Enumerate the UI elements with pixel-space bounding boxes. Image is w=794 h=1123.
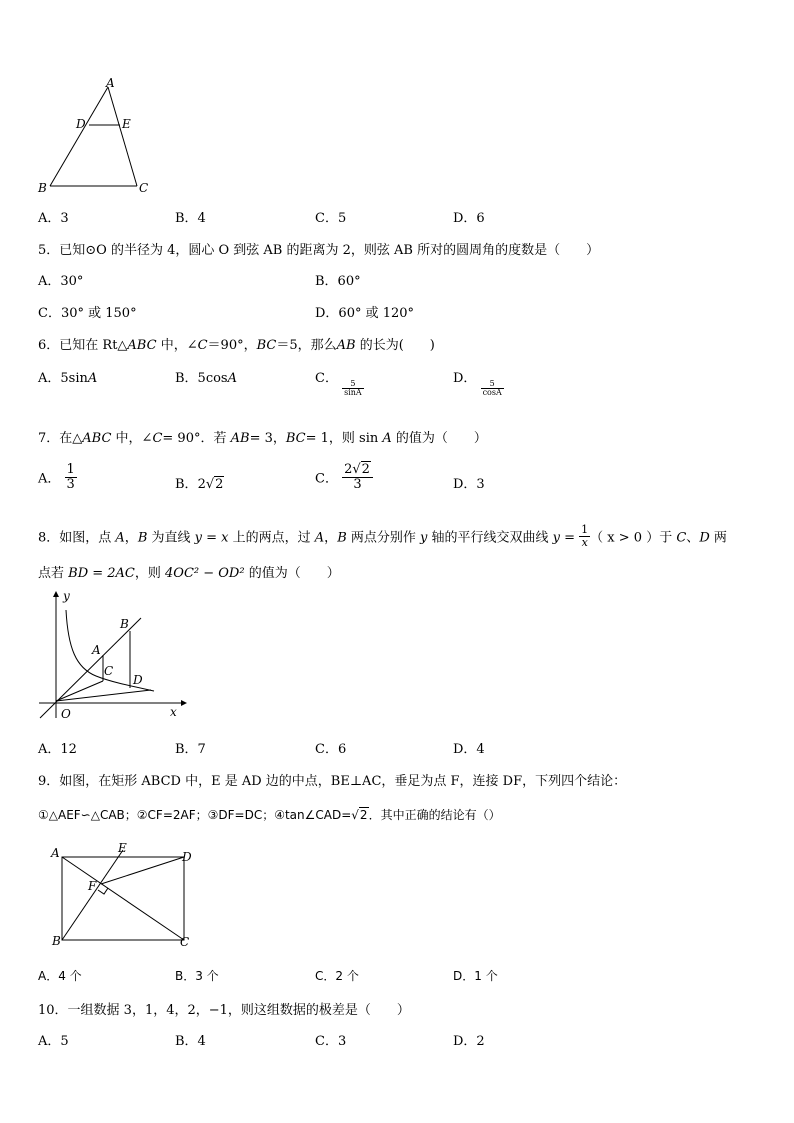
- q7-text: 7．在△ABC 中，∠C= 90°．若 AB= 3，BC= 1，则 sin A 的值为（ ）: [38, 431, 487, 446]
- q6-text: 6．已知在 Rt△ABC 中，∠C＝90°，BC＝5，那么AB 的长为( ): [38, 338, 435, 353]
- q9-option-b: B．3 个: [175, 969, 219, 983]
- label-B: B: [120, 617, 129, 631]
- q10-option-a: A．5: [38, 1034, 69, 1049]
- label-A: A: [92, 643, 101, 657]
- q5-option-b: B．60°: [315, 274, 361, 289]
- q8-line2: 点若 BD = 2AC，则 4OC² − OD² 的值为（ ）: [38, 566, 340, 581]
- label-C: C: [180, 935, 190, 949]
- q7-option-c: C． $\frac{2√2}{3}$: [315, 463, 373, 491]
- q9-option-a: A．4 个: [38, 969, 82, 983]
- label-B: B: [38, 181, 47, 195]
- q10-option-c: C．3: [315, 1034, 347, 1049]
- q10-text: 10．一组数据 3，1，4，2，−1，则这组数据的极差是（ ）: [38, 1003, 410, 1018]
- label-A: A: [51, 846, 60, 860]
- label-F: F: [88, 879, 97, 893]
- q9-line2: ①△AEF∽△CAB；②CF=2AF；③DF=DC；④tan∠CAD=√2．其中正确的结论有（）: [38, 808, 501, 822]
- label-E: E: [122, 117, 131, 131]
- q5-option-c: C．30° 或 150°: [38, 306, 137, 321]
- label-A: A: [106, 76, 115, 90]
- q4-option-a: A．3: [38, 211, 69, 226]
- q5-option-d: D．60° 或 120°: [315, 306, 415, 321]
- q8-option-b: B．7: [175, 742, 206, 757]
- q7-option-d: D．3: [453, 477, 485, 492]
- label-x: x: [170, 705, 177, 719]
- label-y: y: [63, 589, 70, 603]
- q5-text: 5．已知⊙O 的半径为 4，圆心 O 到弦 AB 的距离为 2，则弦 AB 所对的圆周角的度数是（ ）: [38, 243, 600, 258]
- q8-option-a: A．12: [38, 742, 77, 757]
- label-B: B: [52, 934, 61, 948]
- q6-option-b: B．5cosA: [175, 371, 237, 386]
- q4-option-c: C．5: [315, 211, 347, 226]
- q8-option-d: D．4: [453, 742, 485, 757]
- label-C: C: [139, 181, 149, 195]
- label-D: D: [76, 117, 86, 131]
- hyperbola-figure: [36, 588, 196, 723]
- q9-option-c: C．2 个: [315, 969, 359, 983]
- q8-option-c: C．6: [315, 742, 347, 757]
- q5-option-a: A．30°: [38, 274, 84, 289]
- q6-option-d: D． $\frac{5}{\cos A}$: [453, 371, 502, 397]
- q6-option-a: A．5sinA: [38, 371, 98, 386]
- q4-option-b: B．4: [175, 211, 206, 226]
- q9-option-d: D．1 个: [453, 969, 498, 983]
- rectangle-figure: [46, 840, 206, 952]
- label-O: O: [61, 707, 71, 721]
- q7-option-a: A． $\frac{1}{3}$: [38, 462, 75, 492]
- triangle-figure: [30, 75, 160, 200]
- q8-line1: 8．如图，点 A，B 为直线 y = x 上的两点，过 A，B 两点分别作 y 轴的平行线交双曲线 y = $\frac{1}{x}$ （ x > 0 ）于 C、D 两: [38, 523, 727, 549]
- q7-option-b: B．2√2: [175, 477, 224, 492]
- q6-option-c: C． $\frac{5}{\sin A}$: [315, 371, 362, 397]
- label-D: D: [182, 850, 192, 864]
- q4-option-d: D．6: [453, 211, 485, 226]
- label-D: D: [133, 673, 143, 687]
- q10-option-b: B．4: [175, 1034, 206, 1049]
- label-E: E: [118, 841, 127, 855]
- label-C: C: [104, 664, 114, 678]
- q10-option-d: D．2: [453, 1034, 485, 1049]
- q9-line1: 9．如图，在矩形 ABCD 中，E 是 AD 边的中点，BE⊥AC，垂足为点 F，连接 DF，下列四个结论：: [38, 774, 627, 789]
